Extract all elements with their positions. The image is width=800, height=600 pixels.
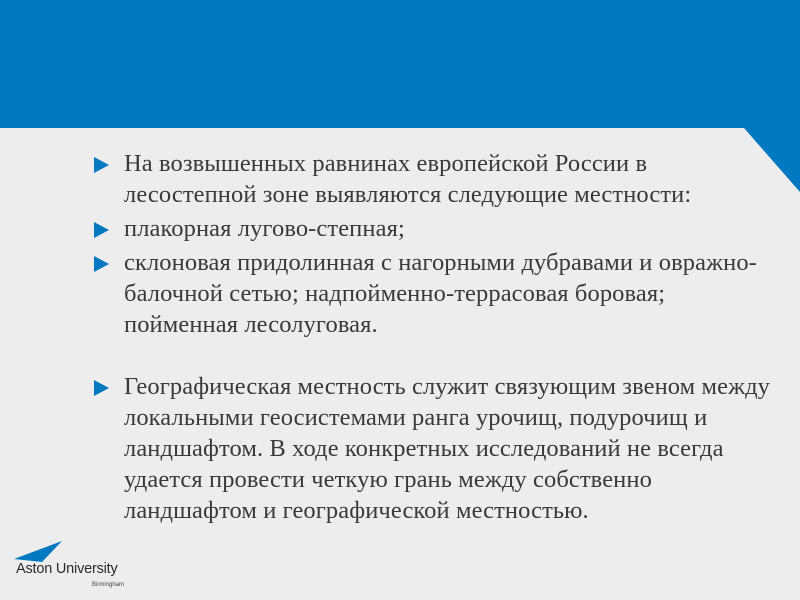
aston-university-logo [14, 538, 139, 590]
bullet-item [92, 371, 782, 526]
bullet-triangle-icon [94, 380, 109, 396]
bullet-text: Географическая местность служит связующим звеном между локальными геосистемами ранга урочищ, подурочищ и ландшафтом. В ходе конкретных исследований не всегда удается провести четкую грань между собственно ландшафтом и географической местностью. [124, 373, 771, 524]
bullet-text: На возвышенных равнинах европейской России в лесостепной зоне выявляются следующие местности: [124, 150, 692, 208]
aston-triangle-logo-icon [14, 538, 64, 562]
bullet-item [92, 148, 782, 210]
bullet-triangle-icon [94, 157, 109, 173]
bullet-item [92, 213, 782, 244]
bullet-text: плакорная лугово-степная; [124, 215, 405, 242]
bullet-triangle-icon [94, 222, 109, 238]
bullet-item [92, 247, 782, 340]
bullet-triangle-icon [94, 256, 109, 272]
bullet-text: склоновая придолинная с нагорными дубравами и овражно-балочной сетью; надпойменно-террасовая боровая; пойменная лесолуговая. [124, 249, 757, 338]
logo-name: Aston University [16, 561, 118, 577]
slide-body [92, 148, 782, 526]
logo-city: Birmingham [92, 582, 125, 588]
